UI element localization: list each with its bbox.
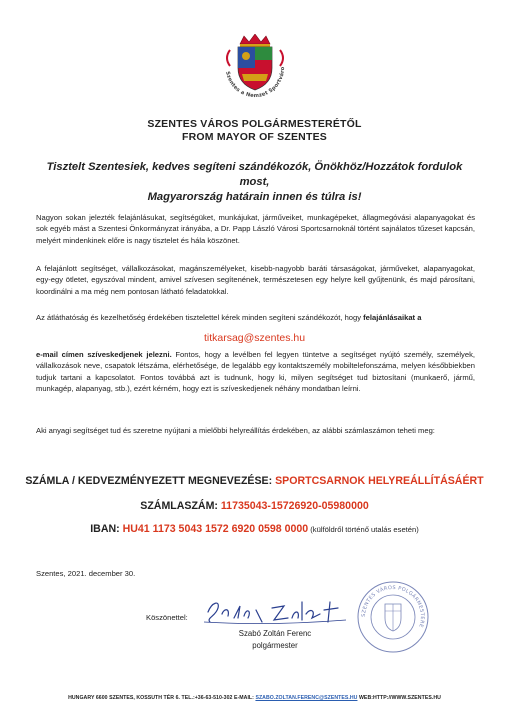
paragraph-3-text: Az átláthatóság és kezelhetőség érdekében tisztelettel kérek minden segíteni szándékozót, hogy [36,313,364,322]
beneficiary-label: SZÁMLA / KEDVEZMÉNYEZETT MEGNEVEZÉSE: [25,475,276,487]
crest-arc-text: Szentes a Nemzet Sportváro [224,66,287,100]
footer-tel: TEL.:+36-63-510-302 [181,695,233,701]
city-crest-logo [216,34,294,110]
iban-label: IBAN: [90,523,123,535]
paragraph-4-bold: e-mail címen szíveskedjenek jelezni. [36,350,172,359]
salutation-line-1: Tisztelt Szentesiek, kedves segíteni szándékozók, Önökhöz/Hozzátok fordulok most, [46,161,463,188]
beneficiary-line [0,475,509,487]
contact-email[interactable]: titkarsag@szentes.hu [203,332,306,344]
salutation-line-2: Magyarország határain innen és túlra is! [147,191,362,203]
header-title-hu: SZENTES VÁROS POLGÁRMESTERÉTŐL [147,118,362,130]
account-value: 11735043-15726920-05980000 [220,500,369,512]
footer-email-link[interactable]: SZABO.ZOLTAN.FERENC@SZENTES.HU [255,695,358,701]
iban-value: HU41 1173 5043 1572 6920 0598 0000 [122,523,309,535]
account-number-line [0,500,509,512]
stamp-ring-text: SZENTES VÁROS POLGÁRMESTERE [360,584,426,629]
footer-address: HUNGARY 6600 SZENTES, KOSSUTH TÉR 6. [68,695,180,701]
beneficiary-value: SPORTCSARNOK HELYREÁLLÍTÁSÁÉRT [275,475,484,487]
letter-footer [0,695,509,701]
iban-note: (külföldről történő utalás esetén) [308,525,419,534]
body-paragraph-5: Aki anyagi segítséget tud és szeretne nyújtani a mielőbbi helyreállítás érdekében, az alábbi számlaszámon teheti meg: [36,426,435,435]
header-title-en: FROM MAYOR OF SZENTES [182,131,327,143]
footer-web[interactable]: WEB:HTTP://WWW.SZENTES.HU [358,695,441,701]
official-seal-stamp [356,580,430,654]
iban-line [0,523,509,535]
salutation [40,160,469,205]
signer-name: Szabó Zoltán Ferenc [238,629,312,638]
signer-title: polgármester [252,640,298,650]
handwritten-signature [200,588,350,628]
letter-date: Szentes, 2021. december 30. [36,569,136,578]
body-paragraph-3 [36,312,475,323]
paragraph-4-text: Fontos, hogy a levélben fel legyen tüntetve a segítséget nyújtó személy, személyek, vállalkozások neve, csapatok létszáma, elérhetősége, de legalább egy kontaktszemély mobiltelefonszáma, melyen későbbiekben tudjuk tartani a kapcsolatot. Fontos továbbá azt is tudnunk, hogy ki, milyen segítséget tud biztosítani (munkaerő, jármű, munkagép, alapanyag, stb.), ezért kérném, hogy ezt is szíveskedjenek néhány mondatban leírni. [36,350,475,394]
signer-block [220,628,330,651]
footer-email-label: E-MAIL: [233,695,254,701]
account-label: SZÁMLASZÁM: [140,500,221,512]
body-paragraph-1: Nagyon sokan jelezték felajánlásukat, segítségüket, munkájukat, járműveiket, munkagépeket, állagmegóvási alapanyagokat és sok egyéb mást a Szentesi Önkormányzat irányába, a Dr. Papp László Városi Sportcsarnoknál történt sajnálatos tűzeset kapcsán, melyért mindenkinek előre is nagy tisztelet és hála köszönet. [36,213,475,245]
signature-label: Köszönettel: [146,613,188,622]
paragraph-3-bold: felajánlásaikat a [363,313,422,322]
body-paragraph-2: A felajánlott segítséget, vállalkozásokat, magánszemélyeket, kisebb-nagyobb baráti társaságokat, járműveket, alapanyagokat, egy-egy ötletet, egyszóval mindent, amivel szívesen segítenének, természetesen egy helyre kell gyűjtenünk, és majd párosítani, koordinálni a ma még nem pontosan látható feladatokkal. [36,264,475,296]
letter-header [0,118,509,144]
body-paragraph-4 [36,349,475,395]
